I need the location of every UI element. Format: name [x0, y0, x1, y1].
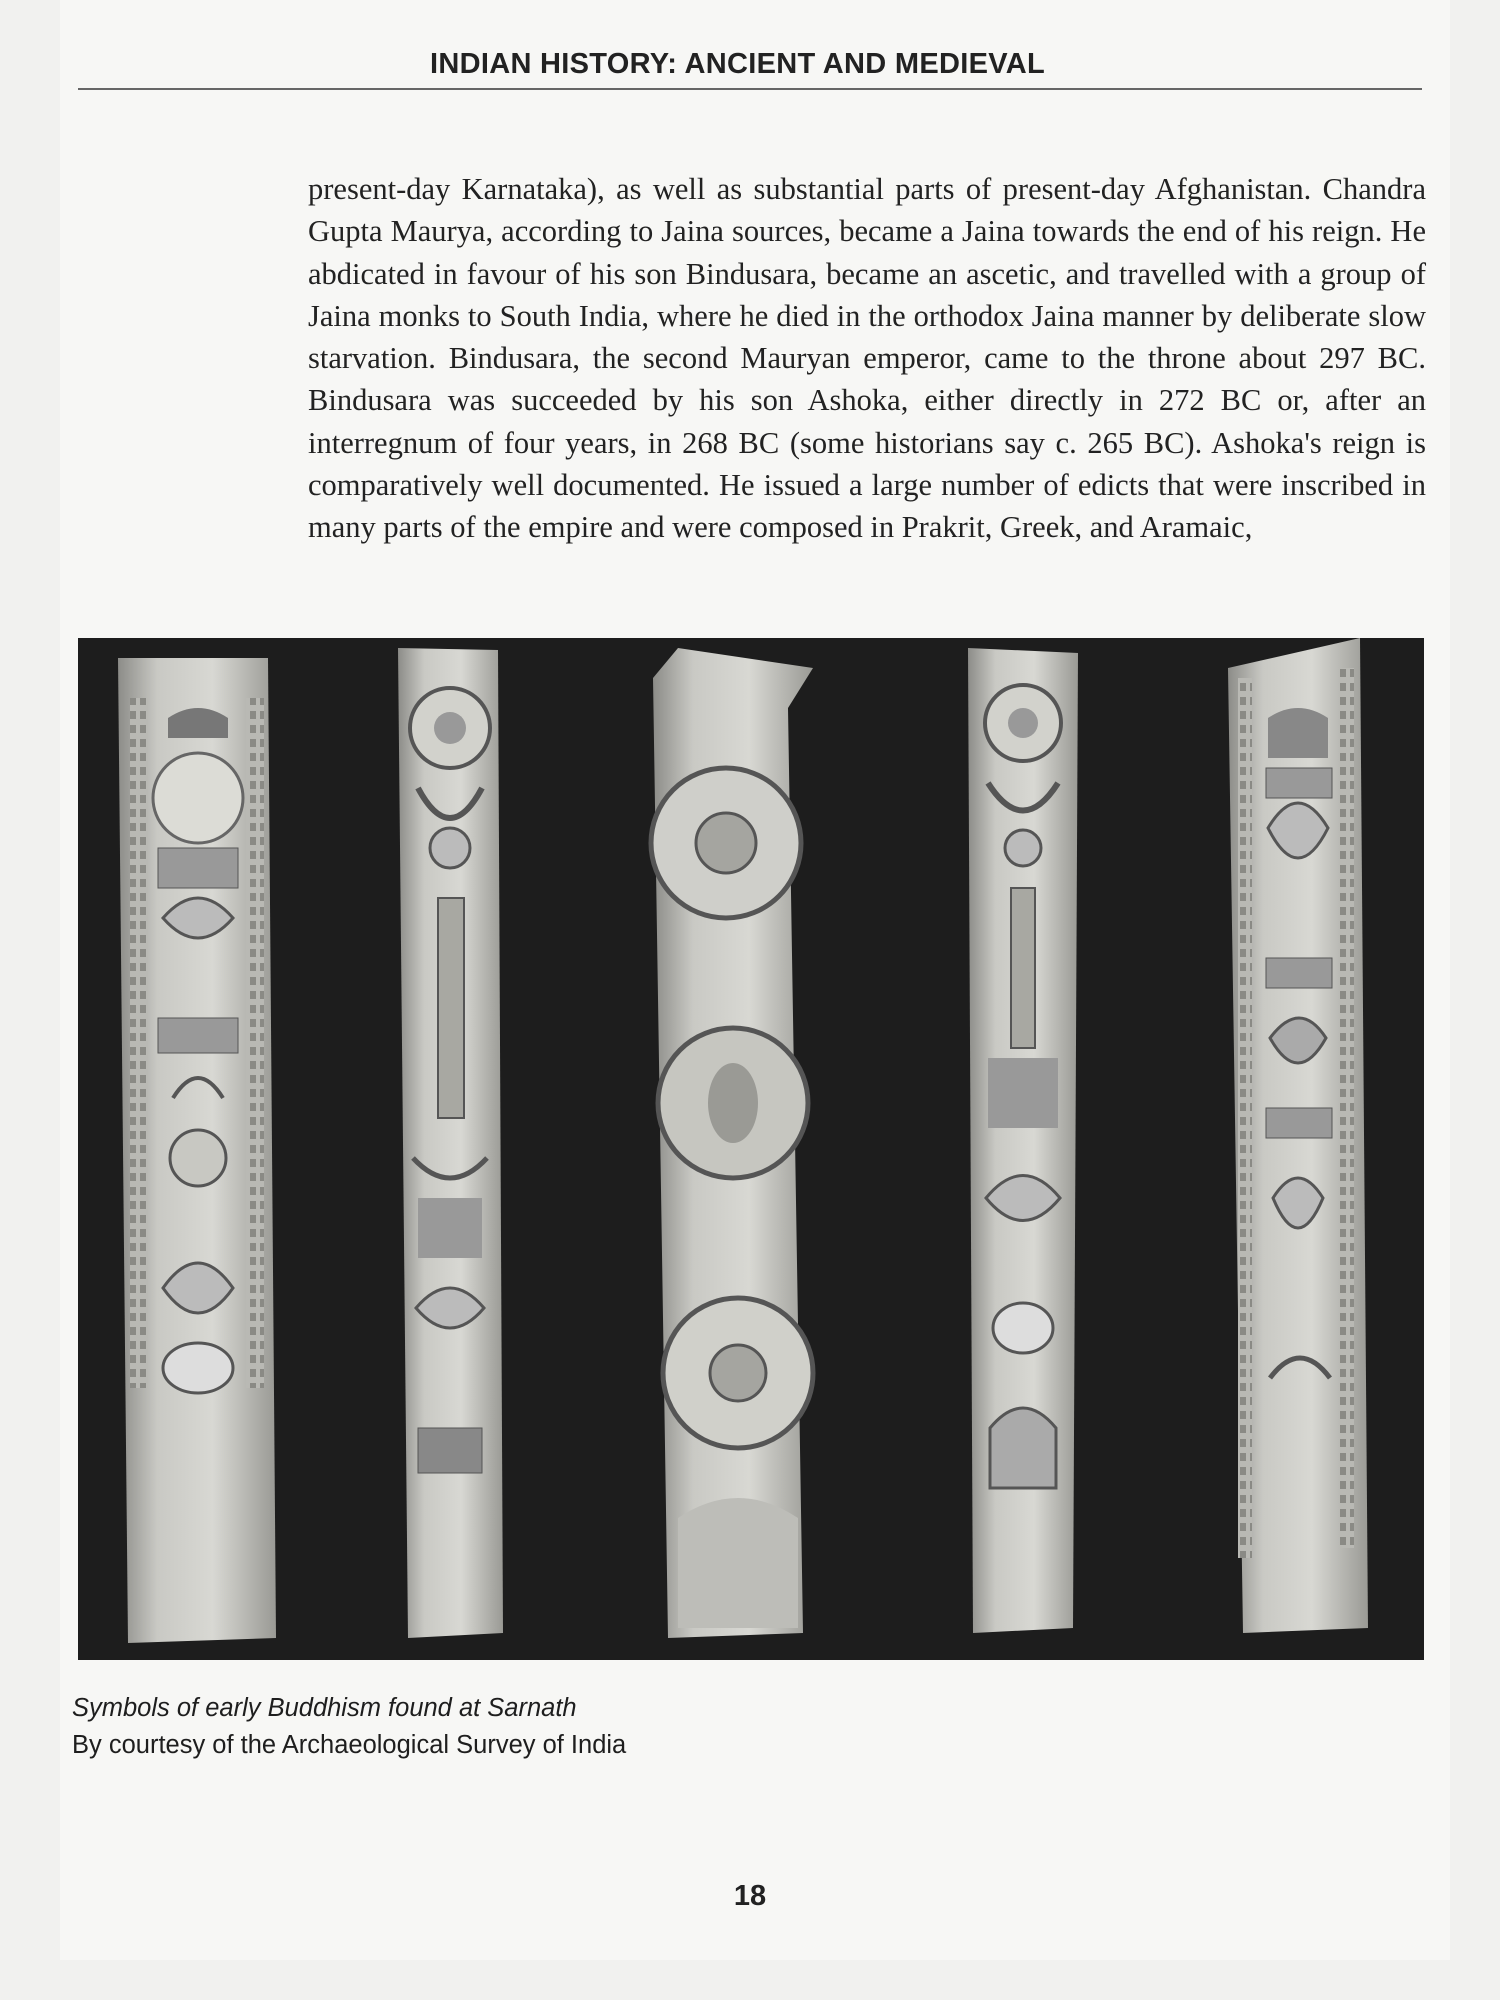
body-text: [308, 168, 1426, 549]
caption-title: Symbols of early Buddhism found at Sarnath: [72, 1694, 577, 1722]
pillar-1: [118, 658, 276, 1643]
figure-caption: [72, 1690, 972, 1764]
pillar-3: [651, 648, 813, 1638]
pillar-5: [1228, 638, 1368, 1633]
caption-credit: By courtesy of the Archaeological Survey of India: [72, 1731, 627, 1759]
running-head: INDIAN HISTORY: ANCIENT AND MEDIEVAL: [430, 48, 1045, 80]
header-rule: [78, 88, 1422, 90]
pillar-2: [398, 648, 503, 1638]
carved-pillars-image: [78, 638, 1424, 1660]
body-paragraph: present-day Karnataka), as well as substantial parts of present-day Afghanistan. Chandra Gupta Maurya, according to Jaina sources, became a Jaina towards the end of his reign. He abdicated in favour of his son Bindusara, became an ascetic, and travelled with a group of Jaina monks to South India, where he died in the orthodox Jaina manner by deliberate slow starvation. Bindusara, the second Mauryan emperor, came to the throne about 297 BC. Bindusara was succeeded by his son Ashoka, either directly in 272 BC or, after an interregnum of four years, in 268 BC (some historians say c. 265 BC). Ashoka's reign is comparatively well documented. He issued a large number of edicts that were inscribed in many parts of the empire and were composed in Prakrit, Greek, and Aramaic,: [308, 172, 1426, 545]
pillar-4: [968, 648, 1078, 1633]
page-number: 18: [733, 1880, 767, 1912]
figure-photograph: [78, 638, 1424, 1660]
